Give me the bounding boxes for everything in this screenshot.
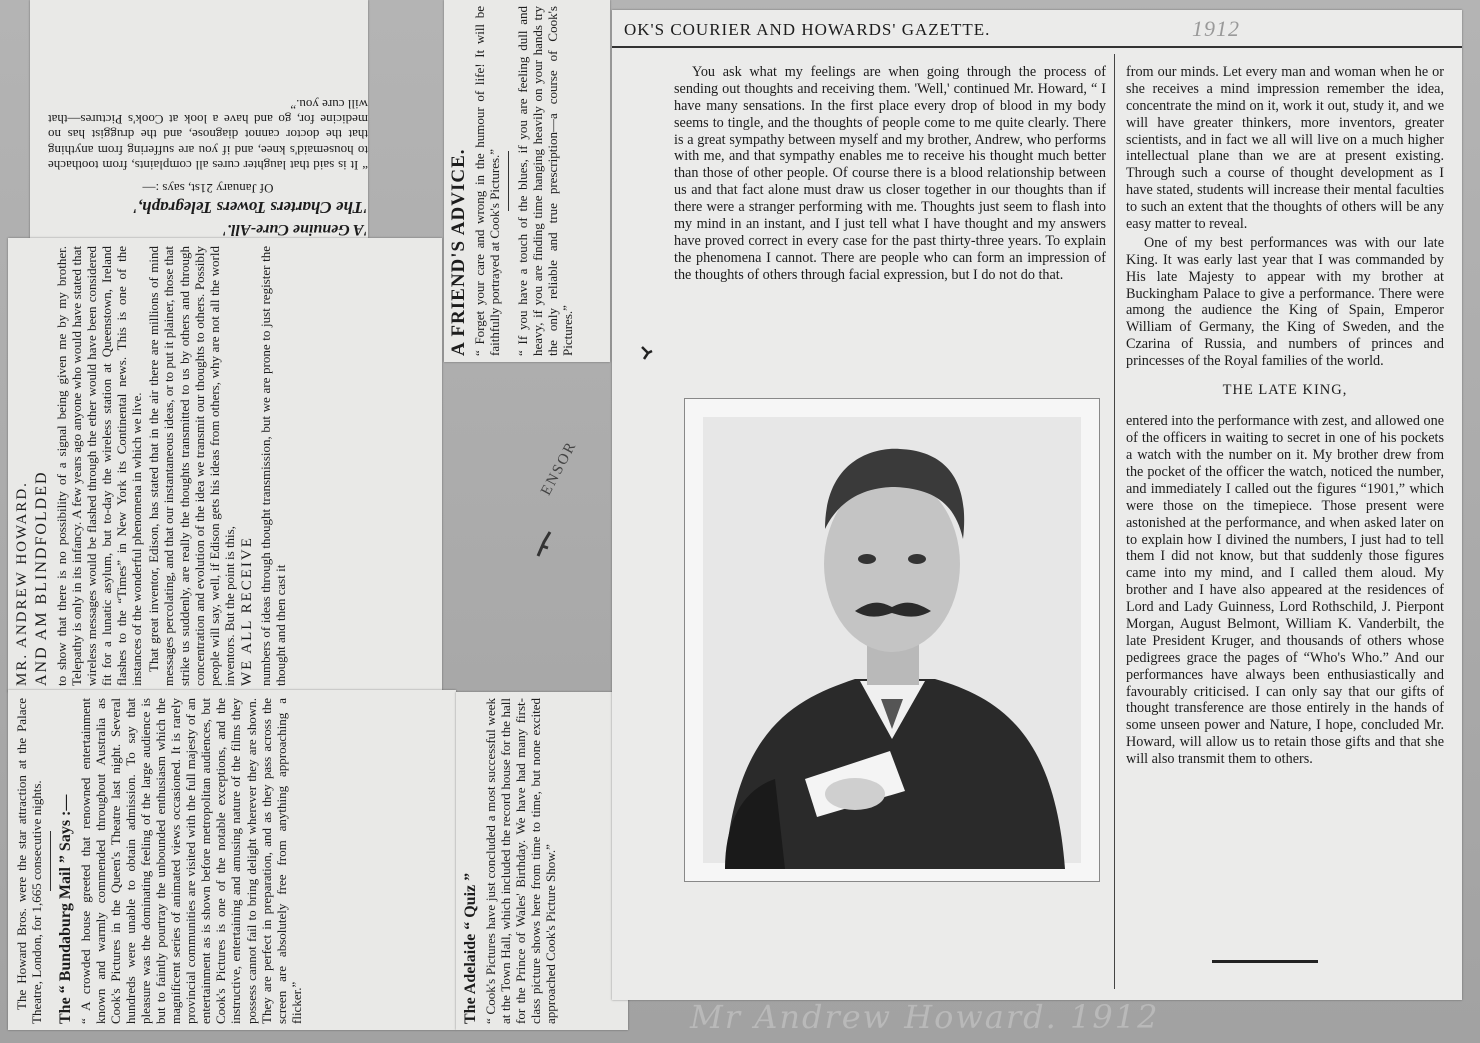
clip-andrew-para3: numbers of ideas through thought transmission, but we are prone to just register the thought and then cast it (258, 246, 289, 686)
portrait-illustration (685, 399, 1099, 881)
right-paragraph: entered into the performance with zest, and allowed one of the officers in waiting to secret in one of his pockets a watch with the number on it. My brother drew from the pocket of the officer the watch, noticed the number, and immediately I called out the figures “1901,” which were those on the timepiece. Those present were astonished at the performance, and when asked later on to explain how I divined the numbers, I just had to tell them I did not know, but that suddenly those figures came into my mind, and I called them aloud. My brother and I have also appeared at the residences of Lord and Lady Guinness, Lord Rothschild, J. Pierpont Morgan, August Belmont, William K. Vanderbilt, the late President Kruger, and thousands of others whose pedigrees grace the pages of “Who's Who.” And our performances have always been enthusiastically and favourably criticised. I can only say that our gifts of thought transference are those entirely in the hands of some unseen power and Nature, I hope, concluded Mr. Howard, will allow us to retain those gifts and that she will also transmit them to others. (1126, 413, 1444, 768)
clip-andrew-para2: That great inventor, Edison, has stated that in the air there are millions of mind messages percolating, and that our instantaneous ideas, or to put it plainer, those that strike us suddenly, are really the thoughts transmitted to us by others and through concentration and evolution of the idea we transmit our thoughts to others. Possibly people will say, well, if Edison gets his ideas from others, why are not all the world inventors. But the point is this, (146, 246, 237, 686)
gazette-page (612, 10, 1462, 1000)
clip-adelaide-body: “ Cook's Pictures have just concluded a most successful week at the Town Hall, which included the record house for the hall for the Prince of Wales' Birthday. We have had many first-class picture shows here from time to time, but none excited approached Cook's Picture Show.” (482, 698, 558, 1024)
clipping-andrew-content (14, 246, 290, 686)
clipping-bundaberg-content (14, 698, 306, 1024)
portrait-photo (684, 398, 1100, 882)
clip-adelaide-title: The Adelaide “ Quiz ” (462, 872, 479, 1024)
clip-andrew-heading: AND AM BLINDFOLDED (33, 470, 51, 686)
clip-friend-quote2: “ If you have a touch of the blues, if you are feeling dull and heavy, if you are finding time hanging heavily on your hands try the only reliable and true prescription—a course of Cook's Pictures.” (515, 6, 576, 356)
right-paragraph: One of my best performances was with our late King. It was early last year that I was commanded by His late Majesty to appear with my brother at Buckingham Palace to give a performance. There were among the audience the King of Spain, Emperor William of Germany, the King of Sweden, and the Czarina of Russia, and numbers of princes and princesses of the Royal families of the world. (1126, 234, 1444, 370)
clipping-genuine-content (48, 95, 368, 238)
clip-friend-quote1: “ Forget your care and wrong in the humour of life! It will be faithfully portrayed at Cook's Pictures.” (472, 6, 503, 356)
article-end-rule (1212, 960, 1318, 963)
clip-andrew-subheading: WE ALL RECEIVE (238, 536, 255, 686)
article-left-column (674, 64, 1106, 286)
right-paragraph: from our minds. Let every man and woman when he or she receives a mind impression remember the idea, concentrate the mind on it, work it out, study it, and we will have greater thinkers, more inventors, greater scientists, and in fact we all will live on a much higher intellectual plane than we are at present existing. Through such a course of thought development as I have stated, students will increase their mental faculties to such an extent that the thoughts of others will be any easy matter to reveal. (1126, 64, 1444, 233)
clip-andrew-byline: MR. ANDREW HOWARD. (14, 481, 30, 686)
column-divider (1114, 54, 1115, 989)
clip-genuine-source: 'The Charters Towers Telegraph,' (133, 198, 368, 218)
masthead-title: OK'S COURIER AND HOWARDS' GAZETTE. (624, 20, 991, 39)
clipping-adelaide-content (462, 698, 560, 1024)
late-king-subheading: THE LATE KING, (1222, 382, 1348, 399)
clip-bundaberg-body: “ A crowded house greeted that renowned entertainment known and warmly commended throughout Australia as Cook's Pictures in the Queen's Theatre last night. Several hundreds were unable to obtain admission. To say that pleasure was the dominating feeling of the large audience is but to faintly pourtray the unbounded enthusiasm which the magnificent series of animated views occasioned. It is rarely provincial communities are visited with the full majesty of an entertainment as is shown before metropolitan audiences, but Cook's Pictures is one of the notable exceptions, and the instructive, entertaining and amusing nature of the films they possess cannot fail to bring delight wherever they are shown. They are perfect in preparation, and as they pass across the screen are absolutely free from anything approaching a flicker.” (77, 698, 304, 1024)
clip-genuine-title: 'A Genuine Cure-All.' (222, 221, 368, 238)
clipping-andrew-howard (8, 238, 442, 692)
ensor-stamp: ENSOR (538, 438, 581, 499)
clipping-bundaberg-mail (8, 690, 456, 1030)
clip-friend-divider (508, 151, 509, 211)
left-paragraph: You ask what my feelings are when going through the process of sending out thoughts and receiving them. 'Well,' continued Mr. Howard, “ I have many sensations. In the first place every drop of blood in my body seems to tingle, and the thoughts of people come to me quite clearly. There is a great sympathy between myself and my brother, Andrew, who performs with me, and that sympathy enables me to receive his thought much better than those of other people. Of course there is a blood relationship between us and that fact alone must draw us closer together in our thoughts than if there were a stranger performing with me. Thoughts just seem to flash into my mind in an instant, and I just tell what I have thought and my answers have proved correct in every case for the past thirty-three years. To explain the phenomena I cannot. There are people who can form an impression of the thoughts of others through facial expression, but I do not do that. (674, 64, 1106, 283)
ink-mark-icon (640, 345, 654, 361)
clip-friend-title: A FRIEND'S ADVICE. (448, 148, 469, 356)
stamp-mark-icon (534, 528, 554, 558)
handwritten-caption: Mr Andrew Howard. 1912 (690, 998, 1160, 1036)
clipping-adelaide-quiz (456, 692, 628, 1030)
article-right-column (1126, 64, 1444, 770)
clip-andrew-para1: to show that there is no possibility of a signal being given me by my brother. Telepathy is only in its infancy. A few years ago anyone who would have stated that wireless messages would be flashed through the ether would have been considered fit for a lunatic asylum, but to-day the wireless station at Queenstown, Ireland flashes to the “Times” in New York its Continental news. This is one of the instances of the wonderful phenomena in which we live. (53, 246, 145, 686)
masthead-rule (612, 46, 1462, 48)
masthead-handwritten-year: 1912 (1192, 16, 1240, 41)
clip-howard-bros-body: The Howard Bros. were the star attraction at the Palace Theatre, London, for 1,665 consecutive nights. (14, 698, 45, 1024)
clipping-friends-advice (444, 0, 610, 362)
clip-genuine-body: “ It is said that laughter cures all complaints, from toothache to housemaid's knee, and if you are suffering from anything that the doctor cannot diagnose, and the druggist has no medicine for, go and have a look at Cook's Pictures—that will cure you.” (48, 97, 368, 173)
clip-bundaberg-divider (50, 831, 51, 891)
clipping-genuine-cure-all (30, 0, 368, 238)
clip-bundaberg-title: The “ Bundaburg Mail ” Says :— (57, 794, 75, 1024)
clipping-friend-content (448, 6, 578, 356)
clip-genuine-dateline: Of January 21st, says :— (142, 180, 274, 196)
